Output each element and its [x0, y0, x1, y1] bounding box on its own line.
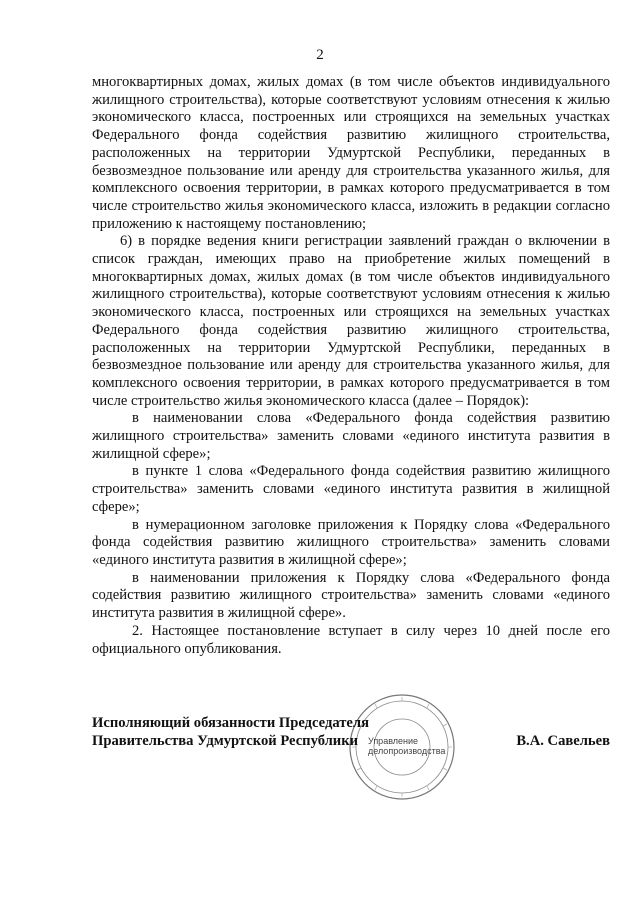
paragraph-item-6: 6) в порядке ведения книги регистрации заявлений граждан о включении в список граждан, имеющих право на приобретение жилых помещений в многоквартирных домах, жилых домах (в том числе объектов индивидуального жилищного строительства), которые соответствуют условиям отнесения к жилью экономического класса, построенных или строящихся на земельных участках Федерального фонда содействия развитию жилищного строительства, расположенных на территории Удмуртской Республики, переданных в безвозмездное пользование или аренду для строительства указанного жилья, для комплексного освоения территории, в рамках которого предусматривается в том числе строительство жилья экономического класса (далее – Порядок): — [92, 233, 610, 409]
paragraph-amendment-appendix-header: в нумерационном заголовке приложения к Порядку слова «Федерального фонда содействия развитию жилищного строительства» заменить словами «единого института развития в жилищной сфере»; — [92, 516, 610, 568]
signatory-position-line-2: Правительства Удмуртской Республики — [92, 733, 359, 749]
paragraph-amendment-point-1: в пункте 1 слова «Федерального фонда содействия развитию жилищного строительства» заменить словами «единого института развития в жилищной сфере»; — [92, 463, 610, 515]
document-body — [92, 74, 610, 658]
paragraph-amendment-appendix-title: в наименовании приложения к Порядку слова «Федерального фонда содействия развитию жилищного строительства» заменить словами «единого института развития в жилищной сфере». — [92, 569, 610, 622]
paragraph-effective-date: 2. Настоящее постановление вступает в силу через 10 дней после его официального опубликования. — [92, 622, 610, 657]
stamp-line-2: делопроизводства — [368, 746, 446, 756]
signatory-position — [92, 714, 422, 750]
signatory-position-line-1: Исполняющий обязанности Председателя — [92, 715, 369, 731]
signatory-name: В.А. Савельев — [516, 733, 610, 749]
stamp-line-1: Управление — [368, 736, 419, 746]
page-number: 2 — [316, 47, 324, 63]
paragraph-amendment-title: в наименовании слова «Федерального фонда содействия развитию жилищного строительства» заменить словами «единого института развития в жилищной сфере»; — [92, 410, 610, 462]
paragraph-continuation: многоквартирных домах, жилых домах (в том числе объектов индивидуального жилищного строительства), которые соответствуют условиям отнесения к жилью экономического класса, построенных или строящихся на земельных участках Федерального фонда содействия развитию жилищного строительства, расположенных на территории Удмуртской Республики, переданных в безвозмездное пользование или аренду для строительства указанного жилья, для комплексного освоения территории, в рамках которого предусматривается в том числе строительство жилья экономического класса, изложить в редакции согласно приложению к настоящему постановлению; — [92, 74, 610, 232]
